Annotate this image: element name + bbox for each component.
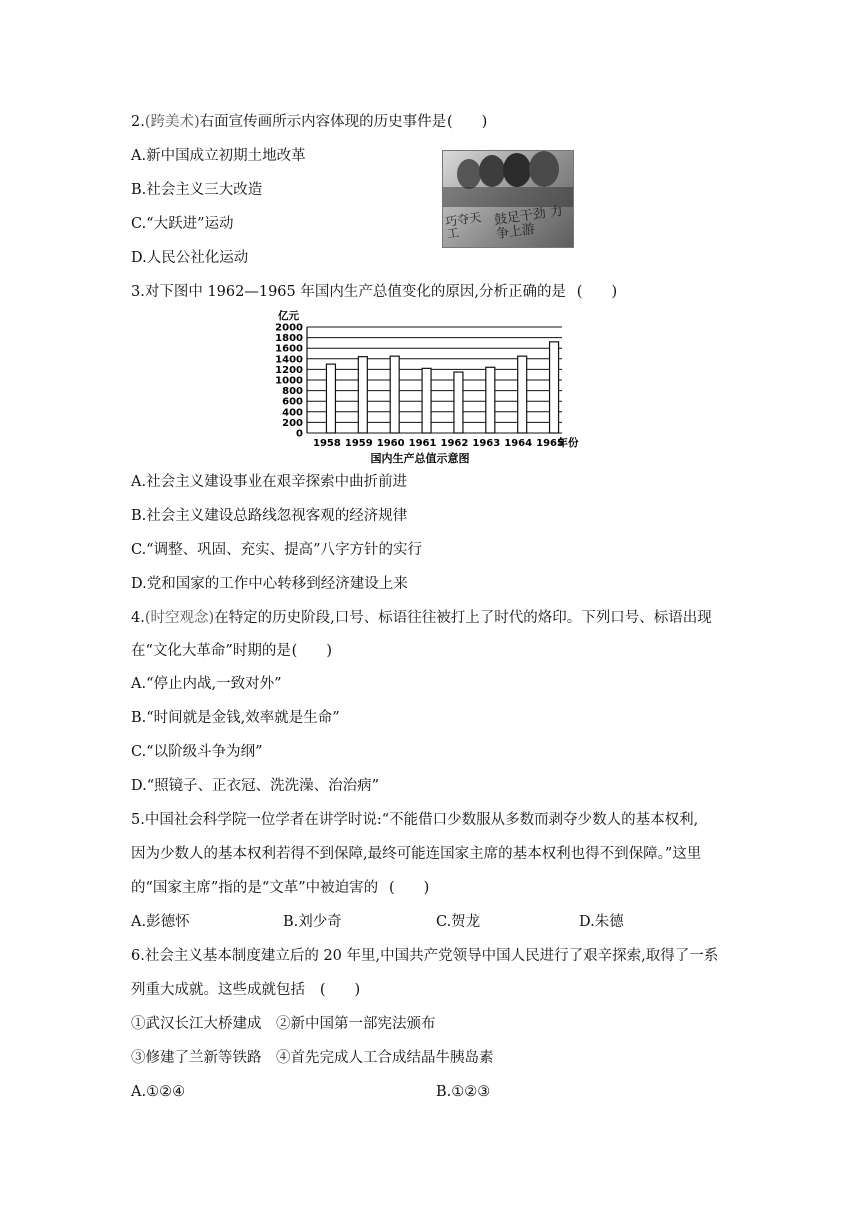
x-tick-label: 1959 [344,438,373,449]
answer-paren: ( ) [319,982,361,998]
q6-stem-line1: 6.社会主义基本制度建立后的 20 年里,中国共产党领导中国人民进行了艰辛探索,取得了一系 [131,948,719,964]
answer-paren: ( ) [447,114,488,130]
poster-slogan-left: 巧夺天工 [444,210,483,241]
q4-number: 4. [131,610,145,626]
gdp-bar-chart [270,305,585,467]
q4-option-d: D.“照镜子、正衣冠、洗洗澡、治治病” [131,778,380,794]
q6-items-line1: ①武汉长江大桥建成 ②新中国第一部宪法颁布 [131,1016,436,1032]
bar [326,364,335,433]
q4-text-cont: 在“文化大革命”时期的是 [131,643,291,659]
q3-text: 3.对下图中 1962—1965 年国内生产总值变化的原因,分析正确的是 [131,284,566,300]
q2-option-b: B.社会主义三大改造 [131,182,263,198]
y-tick-label: 1000 [275,375,303,387]
bar [518,356,527,433]
chart-title: 国内生产总值示意图 [370,452,470,465]
y-tick-label: 2000 [275,322,303,334]
q4-tag: (时空观念) [144,610,215,626]
x-tick-label: 1963 [472,438,501,449]
q3-stem [131,282,618,302]
q2-text: 右面宣传画所示内容体现的历史事件是 [199,114,447,130]
q6-options [131,1082,731,1102]
q4-text: 在特定的历史阶段,口号、标语往往被打上了时代的烙印。下列口号、标语出现 [214,610,712,626]
q5-option-c: C.贺龙 [436,914,481,930]
y-tick-label: 1800 [275,333,303,345]
q4-option-b: B.“时间就是金钱,效率就是生命” [131,710,340,726]
x-tick-label: 1961 [408,438,437,449]
q2-option-c: C.“大跃进”运动 [131,216,234,232]
q6-option-b: B.①②③ [436,1084,491,1100]
q5-stem-line3 [131,878,430,898]
q5-text: 的“国家主席”指的是“文革”中被迫害的 [131,880,379,896]
answer-paren: ( ) [388,880,430,896]
y-tick-label: 1600 [275,343,303,355]
q3-option-b: B.社会主义建设总路线忽视客观的经济规律 [131,508,408,524]
q5-option-d: D.朱德 [579,914,624,930]
q5-stem-line1: 5.中国社会科学院一位学者在讲学时说:“不能借口少数服从多数而剥夺少数人的基本权利, [131,812,699,828]
y-tick-label: 400 [282,407,303,419]
x-tick-label: 1964 [504,438,533,449]
bar [454,372,463,433]
bar [358,357,367,433]
q2-number: 2. [131,114,145,130]
q6-items-line2: ③修建了兰新等铁路 ④首先完成人工合成结晶牛胰岛素 [131,1050,494,1066]
q3-option-c: C.“调整、巩固、充实、提高”八字方针的实行 [131,542,423,558]
q6-stem-line2 [131,980,361,1000]
y-tick-label: 1200 [275,364,303,376]
y-tick-label: 800 [282,386,303,398]
x-tick-label: 1958 [313,438,341,449]
poster-slogan-right: 鼓足干劲 力争上游 [493,203,564,243]
answer-paren: ( ) [291,643,332,659]
propaganda-poster-image [442,150,574,248]
bar [486,367,495,433]
q5-options [131,912,731,932]
q2-option-d: D.人民公社化运动 [131,250,249,266]
bar [422,368,431,433]
q5-option-a: A.彭德怀 [131,914,190,930]
q5-option-b: B.刘少奇 [283,914,342,930]
x-tick-label: 1965 [536,438,564,449]
bar [550,342,559,433]
q6-text: 列重大成就。这些成就包括 [131,982,305,998]
q2-tag: (跨美术) [144,114,200,130]
q4-option-c: C.“以阶级斗争为纲” [131,744,263,760]
q5-stem-line2: 因为少数人的基本权利若得不到保障,最终可能连国家主席的基本权利也得不到保障。”这里 [131,846,702,862]
q4-stem-line1 [131,608,712,628]
q4-option-a: A.“停止内战,一致对外” [131,676,282,692]
y-tick-label: 1400 [275,354,303,366]
q2-option-a: A.新中国成立初期土地改革 [131,148,306,164]
bar [390,356,399,433]
q3-option-a: A.社会主义建设事业在艰辛探索中曲折前进 [131,474,408,490]
q2-stem [131,112,488,132]
y-tick-label: 0 [296,428,303,440]
q6-option-a: A.①②④ [131,1084,186,1100]
q4-stem-line2 [131,641,333,661]
answer-paren: ( ) [576,284,618,300]
y-axis-label: 亿元 [278,310,299,322]
x-axis-label: 年份 [557,437,579,449]
q3-option-d: D.党和国家的工作中心转移到经济建设上来 [131,576,408,592]
y-tick-label: 600 [282,396,303,408]
y-tick-label: 200 [282,417,303,429]
x-tick-label: 1960 [376,438,405,449]
x-tick-label: 1962 [440,438,469,449]
